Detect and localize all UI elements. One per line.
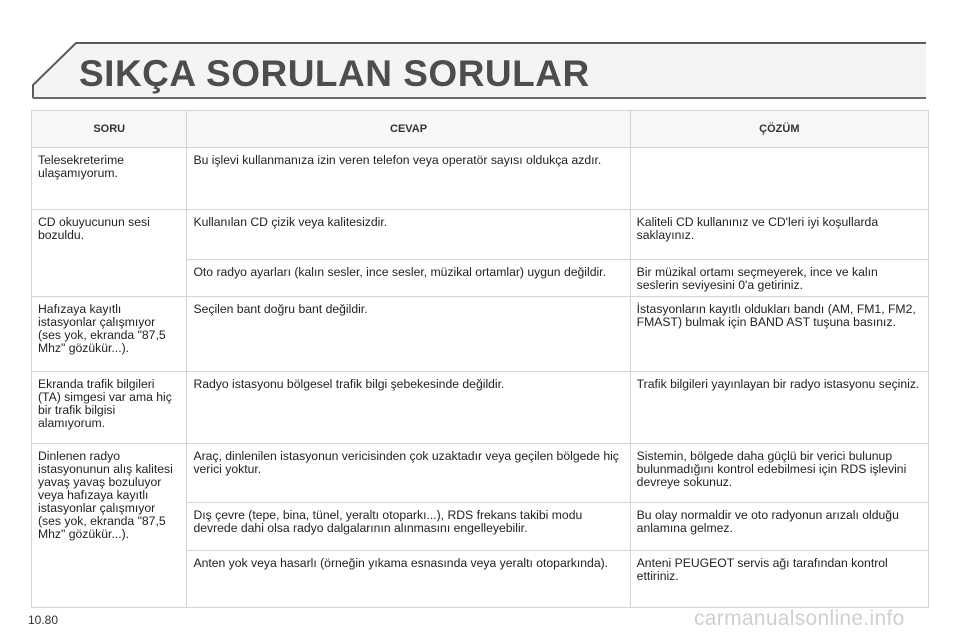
header-soru: SORU [32, 111, 187, 148]
table-header-row [32, 111, 929, 148]
faq-table [31, 110, 929, 608]
answer-cell: Oto radyo ayarları (kalın sesler, ince sesler, müzikal ortamlar) uygun değildir. [187, 260, 630, 297]
answer-cell: Araç, dinlenilen istasyonun vericisinden çok uzaktadır veya geçilen bölgede hiç verici yoktur. [187, 444, 630, 503]
solution-cell [630, 148, 928, 210]
question-cell: Hafızaya kayıtlı istasyonlar çalışmıyor (ses yok, ekranda "87,5 Mhz" gözükür...). [32, 297, 187, 372]
answer-cell: Anten yok veya hasarlı (örneğin yıkama esnasında veya yeraltı otoparkında). [187, 551, 630, 608]
question-cell: Dinlenen radyo istasyonunun alış kalitesi yavaş yavaş bozuluyor veya hafızaya kayıtlı istasyonlar çalışmıyor (ses yok, ekranda "87,5 Mhz" gözükür...). [32, 444, 187, 608]
header-cevap: CEVAP [187, 111, 630, 148]
answer-cell: Bu işlevi kullanmanıza izin veren telefon veya operatör sayısı oldukça azdır. [187, 148, 630, 210]
solution-cell: Trafik bilgileri yayınlayan bir radyo istasyonu seçiniz. [630, 372, 928, 444]
answer-cell: Seçilen bant doğru bant değildir. [187, 297, 630, 372]
table-row [32, 372, 929, 444]
page-number: 10.80 [28, 613, 59, 627]
solution-cell: Sistemin, bölgede daha güçlü bir verici bulunup bulunmadığını kontrol edebilmesi için RDS işlevini devreye sokunuz. [630, 444, 928, 503]
answer-cell: Dış çevre (tepe, bina, tünel, yeraltı otoparkı...), RDS frekans takibi modu devrede dahi olsa radyo dalgalarının alınmasını engelleyebilir. [187, 503, 630, 551]
header-cozum: ÇÖZÜM [630, 111, 928, 148]
solution-cell: İstasyonların kayıtlı oldukları bandı (AM, FM1, FM2, FMAST) bulmak için BAND AST tuşuna basınız. [630, 297, 928, 372]
question-cell: Telesekreterime ulaşamıyorum. [32, 148, 187, 210]
solution-cell: Kaliteli CD kullanınız ve CD'leri iyi koşullarda saklayınız. [630, 210, 928, 260]
solution-cell: Bir müzikal ortamı seçmeyerek, ince ve kalın seslerin seviyesini 0'a getiriniz. [630, 260, 928, 297]
question-cell: Ekranda trafik bilgileri (TA) simgesi var ama hiç bir trafik bilgisi alamıyorum. [32, 372, 187, 444]
answer-cell: Radyo istasyonu bölgesel trafik bilgi şebekesinde değildir. [187, 372, 630, 444]
page-title: SIKÇA SORULAN SORULAR [79, 53, 590, 94]
solution-cell: Bu olay normaldir ve oto radyonun arızalı olduğu anlamına gelmez. [630, 503, 928, 551]
watermark: carmanualsonline.info [694, 607, 905, 630]
answer-cell: Kullanılan CD çizik veya kalitesizdir. [187, 210, 630, 260]
table-row [32, 210, 929, 260]
table-row [32, 444, 929, 503]
table-row [32, 148, 929, 210]
question-cell: CD okuyucunun sesi bozuldu. [32, 210, 187, 297]
solution-cell: Anteni PEUGEOT servis ağı tarafından kontrol ettiriniz. [630, 551, 928, 608]
table-row [32, 297, 929, 372]
